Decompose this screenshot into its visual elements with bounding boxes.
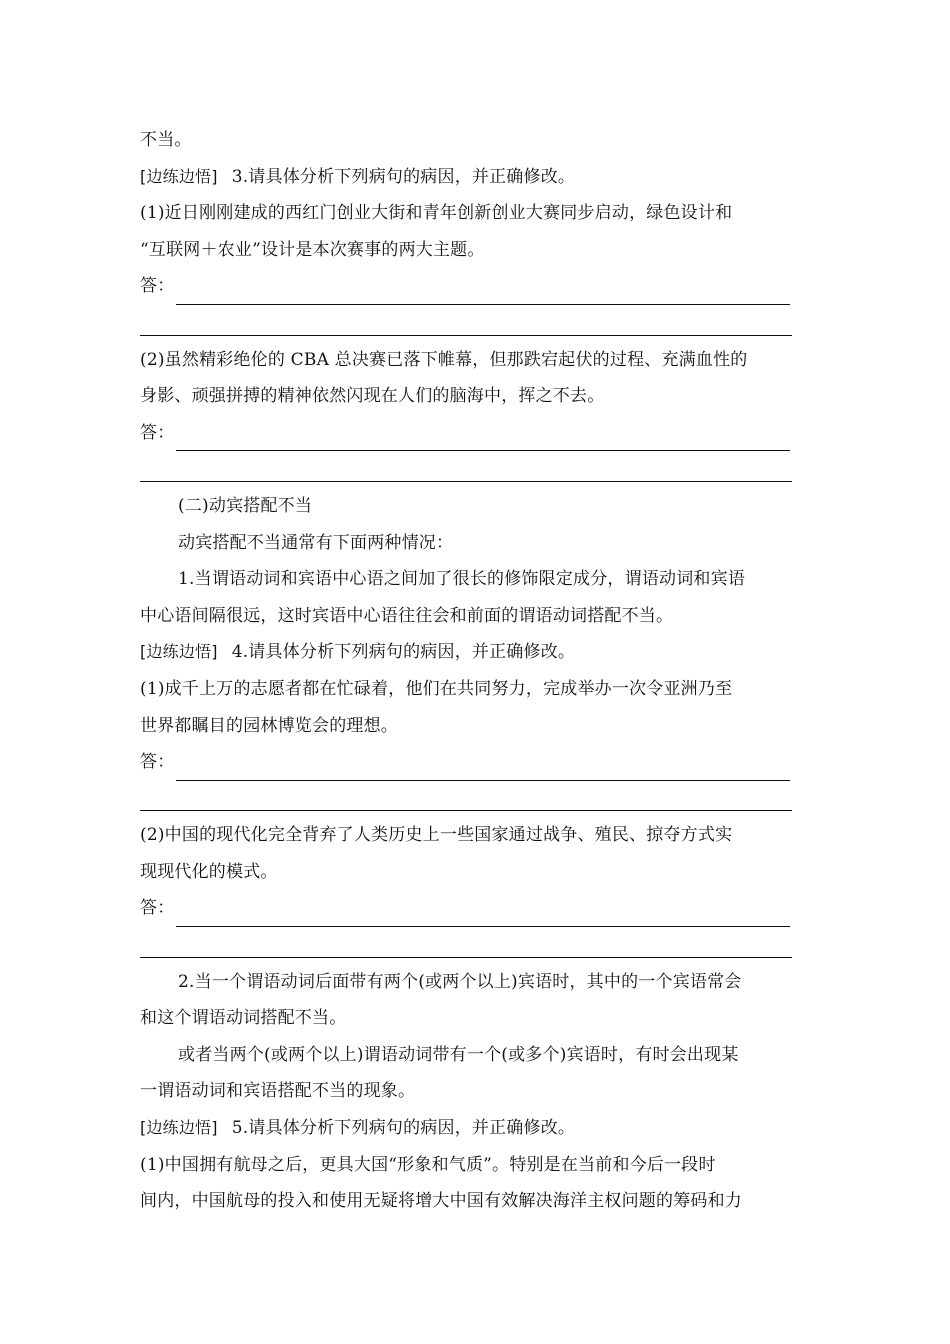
exercise-instruction: 4.请具体分析下列病句的病因，并正确修改。 (231, 642, 576, 663)
answer-rule[interactable] (176, 280, 790, 305)
question-line: 间内，中国航母的投入和使用无疑将增大中国有效解决海洋主权问题的筹码和力 (140, 1191, 742, 1212)
answer-rule[interactable] (140, 481, 792, 482)
answer-rule[interactable] (140, 810, 792, 811)
question-line: (2)虽然精彩绝伦的 CBA 总决赛已落下帷幕，但那跌宕起伏的过程、充满血性的 (140, 349, 748, 370)
question-line: (2)中国的现代化完全背弃了人类历史上一些国家通过战争、殖民、掠夺方式实 (140, 825, 733, 846)
answer-rule[interactable] (176, 902, 790, 927)
answer-blank-line[interactable] (140, 451, 810, 488)
answer-blank-line[interactable] (140, 781, 810, 818)
text-line: 动宾搭配不当通常有下面两种情况： (178, 532, 454, 553)
answer-label: 答： (140, 422, 175, 443)
answer-blank-line[interactable] (140, 305, 810, 342)
text-line: 中心语间隔很远，这时宾语中心语往往会和前面的谓语动词搭配不当。 (140, 605, 674, 626)
answer-line[interactable] (140, 268, 810, 305)
text-line: 和这个谓语动词搭配不当。 (140, 1008, 347, 1029)
question-line: “互联网＋农业”设计是本次赛事的两大主题。 (140, 239, 485, 260)
section-heading: (二)动宾搭配不当 (178, 495, 313, 516)
answer-rule[interactable] (140, 335, 792, 336)
text-line: 1.当谓语动词和宾语中心语之间加了很长的修饰限定成分，谓语动词和宾语 (178, 569, 746, 590)
question-line: (1)成千上万的志愿者都在忙碌着，他们在共同努力，完成举办一次令亚洲乃至 (140, 678, 733, 699)
question-line: 世界都瞩目的园林博览会的理想。 (140, 715, 398, 736)
answer-label: 答： (140, 752, 175, 773)
text-line: 2.当一个谓语动词后面带有两个(或两个以上)宾语时，其中的一个宾语常会 (178, 971, 742, 992)
answer-blank-line[interactable] (140, 927, 810, 964)
exercise-heading (140, 634, 810, 671)
exercise-heading (140, 159, 810, 196)
exercise-heading (140, 1110, 810, 1147)
answer-line[interactable] (140, 744, 810, 781)
answer-line[interactable] (140, 890, 810, 927)
answer-line[interactable] (140, 415, 810, 452)
exercise-instruction: 5.请具体分析下列病句的病因，并正确修改。 (231, 1118, 576, 1139)
text-line: 不当。 (140, 130, 192, 150)
answer-rule[interactable] (176, 756, 790, 781)
document-page (140, 122, 810, 1220)
question-line: (1)近日刚刚建成的西红门创业大街和青年创新创业大赛同步启动，绿色设计和 (140, 203, 733, 224)
question-line: 现现代化的模式。 (140, 861, 278, 882)
question-line: 身影、顽强拼搏的精神依然闪现在人们的脑海中，挥之不去。 (140, 386, 605, 407)
answer-label: 答： (140, 276, 175, 297)
answer-rule[interactable] (140, 957, 792, 958)
text-line: 一谓语动词和宾语搭配不当的现象。 (140, 1081, 416, 1102)
exercise-tag: [边练边悟] (140, 1118, 218, 1138)
exercise-tag: [边练边悟] (140, 642, 218, 662)
exercise-instruction: 3.请具体分析下列病句的病因，并正确修改。 (231, 166, 576, 187)
question-line: (1)中国拥有航母之后，更具大国“形象和气质”。特别是在当前和今后一段时 (140, 1154, 716, 1175)
answer-label: 答： (140, 898, 175, 919)
answer-rule[interactable] (176, 426, 790, 451)
text-line: 或者当两个(或两个以上)谓语动词带有一个(或多个)宾语时，有时会出现某 (178, 1044, 739, 1065)
exercise-tag: [边练边悟] (140, 166, 218, 186)
